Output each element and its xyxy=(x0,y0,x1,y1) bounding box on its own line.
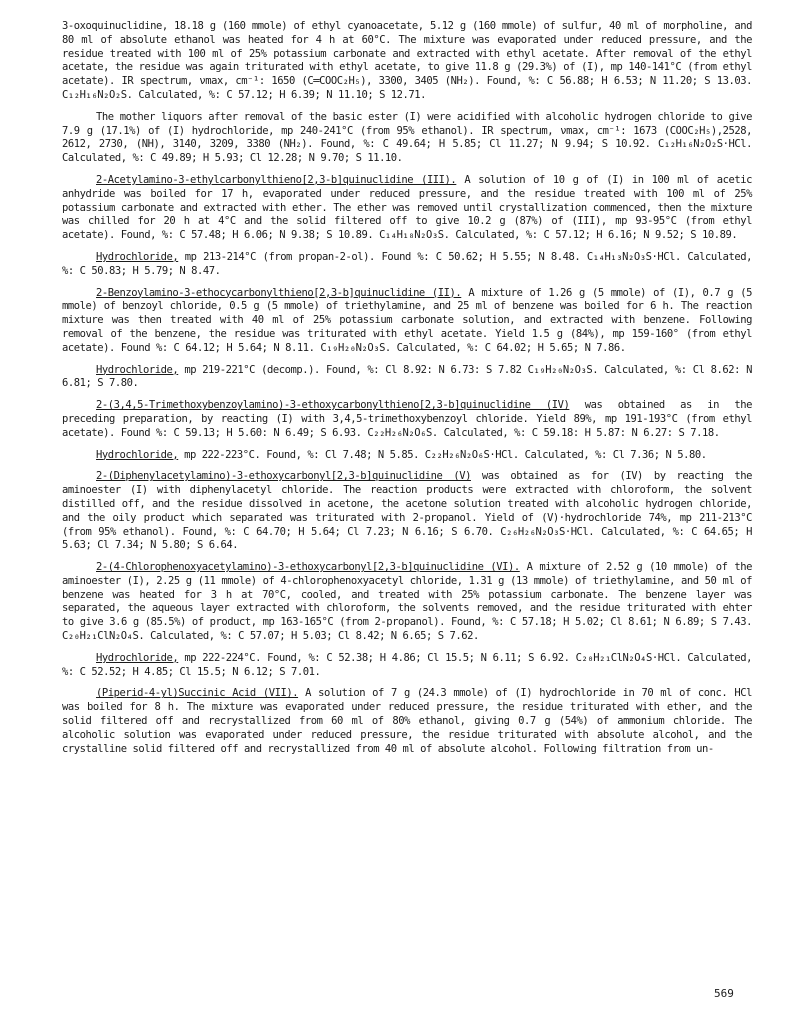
paragraph-2 xyxy=(62,111,752,166)
hydrochloride-heading: Hydrochloride, xyxy=(96,363,179,376)
paragraph-text: mp 213-214°C (from propan-2-ol). Found %: C 50.62; H 5.55; N 8.48. C₁₄H₁₃N₂O₃S·HCl. Calculated, %: C 50.83; H 5.79; N 8.47. xyxy=(62,250,752,277)
paragraph-text: A mixture of 1.26 g (5 mmole) of (I), 0.7 g (5 mmole) of benzoyl chloride, 0.5 g (5 mmole) of triethylamine, and 25 ml of benzene was boiled for 6 h. The reaction mixture was then treated with 40 ml of 25% potassium carbonate solution, and extracted with benzene. Following removal of the benzene, the residue was triturated with ethyl acetate. Yield 1.5 g (84%), mp 159-160° (from ethyl acetate). Found %: C 64.12; H 5.64; N 8.11. C₁₉H₂₀N₂O₃S. Calculated, %: C 64.02; H 5.65; N 7.86. xyxy=(62,286,752,354)
paragraph-text: was obtained as for (IV) by reacting the aminoester (I) with diphenylacetyl chloride. The reaction products were extracted with chloroform, the solvent distilled off, and the residue dissolved in acetone, the acetone solution treated with alcoholic hydrogen chloride, and the oily product which separated was triturated with 2-propanol. Yield of (V)·hydrochloride 74%, mp 211-213°C (from 95% ethanol). Found, %: C 64.70; H 5.64; Cl 7.23; N 6.16; S 6.70. C₂₆H₂₆N₂O₃S·HCl. Calculated, %: C 64.65; H 5.63; Cl 7.34; N 5.80; S 6.64. xyxy=(62,470,752,552)
hydrochloride-heading: Hydrochloride, xyxy=(96,250,179,263)
paragraph-text: A solution of 10 g of (I) in 100 ml of acetic anhydride was boiled for 17 h, evaporated under reduced pressure, and the residue treated with 100 ml of 25% potassium carbonate and extracted with ether. The ether was removed until crystallization commenced, then the mixture was chilled for 20 h at 4°C and the solid filtered off to give 10.2 g (87%) of (III), mp 93-95°C (from ethyl acetate). Found, %: C 57.48; H 6.06; N 9.38; S 10.89. C₁₄H₁₈N₂O₃S. Calculated, %: C 57.12; H 6.16; N 9.52; S 10.89. xyxy=(62,173,753,242)
compound-vi-heading: 2-(4-Chlorophenoxyacetylamino)-3-ethoxycarbonyl[2,3-b]quinuclidine (VI). xyxy=(96,561,520,574)
paragraph-text: was obtained as in the preceding preparation, by reacting (I) with 3,4,5-trimethoxybenzoyl chloride. Yield 89%, mp 191-193°C (from ethyl acetate). Found %: C 59.13; H 5.60: N 6.49; S 6.93. C₂₂H₂₆N₂O₆S. Calculated, %: C 59.18: H 5.87: N 6.27: S 7.18. xyxy=(62,399,752,439)
page-number: 569 xyxy=(714,987,734,1000)
paragraph-text: The mother liquors after removal of the basic ester (I) were acidified with alcoholic hydrogen chloride to give 7.9 g (17.1%) of (I) hydrochloride, mp 240-241°C (from 95% ethanol). IR spectrum, νmax, cm⁻¹: 1673 (COOC₂H₅),2528, 2612, 2730, (NH), 3140, 3209, 3380 (NH₂). Found, %: C 49.64; H 5.85; Cl 11.27; N 9.94; S 10.92. C₁₂H₁₆N₂O₂S·HCl. Calculated, %: C 49.89; H 5.93; Cl 12.28; N 9.70; S 11.10. xyxy=(62,110,752,165)
paragraph-10 xyxy=(62,561,752,644)
paragraph-text: mp 219-221°C (decomp.). Found, %: Cl 8.92: N 6.73: S 7.82 C₁₉H₂₀N₂O₃S. Calculated, %: Cl 8.62: N 6.81; S 7.80. xyxy=(62,363,752,390)
paragraph-text: 3-oxoquinuclidine, 18.18 g (160 mmole) of ethyl cyanoacetate, 5.12 g (160 mmole) of sulfur, 40 ml of morpholine, and 80 ml of absolute ethanol was heated for 4 h at 60°C. The mixture was evaporated under reduced pressure, and the residue treated with 100 ml of 25% potassium carbonate and extracted with ethyl acetate. After removal of the ethyl acetate, the residue was again triturated with ethyl acetate, to give 11.8 g (29.3%) of (I), mp 140-141°C (from ethyl acetate). IR spectrum, νmax, cm⁻¹: 1650 (C═COOC₂H₅), 3300, 3405 (NH₂). Found, %: C 56.88; H 6.53; N 11.20; S 13.03. C₁₂H₁₆N₂O₂S. Calculated, %: C 57.12; H 6.39; N 11.10; S 12.71. xyxy=(62,20,752,101)
paragraph-text: mp 222-224°C. Found, %: C 52.38; H 4.86; Cl 15.5; N 6.11; S 6.92. C₂₀H₂₁ClN₂O₄S·HCl. Calculated, %: C 52.52; H 4.85; Cl 15.5; N 6.12; S 7.01. xyxy=(62,651,752,678)
paragraph-4 xyxy=(62,251,752,279)
compound-ii-heading: 2-Benzoylamino-3-ethocycarbonylthieno[2,3-b]quinuclidine (II). xyxy=(96,286,462,299)
compound-iv-heading: 2-(3,4,5-Trimethoxybenzoylamino)-3-ethoxycarbonylthieno[2,3-b]quinuclidine (IV) xyxy=(96,399,570,412)
hydrochloride-heading: Hydrochloride, xyxy=(96,651,179,664)
article-body xyxy=(62,20,752,764)
paragraph-1 xyxy=(62,20,752,103)
compound-iii-heading: 2-Acetylamino-3-ethylcarbonylthieno[2,3-b]quinuclidine (III). xyxy=(96,173,457,186)
compound-v-heading: 2-(Diphenylacetylamino)-3-ethoxycarbonyl[2,3-b]quinuclidine (V) xyxy=(96,470,471,483)
paragraph-12 xyxy=(62,687,752,756)
paragraph-text: mp 222-223°C. Found, %: Cl 7.48; N 5.85. C₂₂H₂₆N₂O₆S·HCl. Calculated, %: Cl 7.36; N 5.80. xyxy=(178,448,707,461)
paragraph-11 xyxy=(62,652,752,680)
compound-vii-heading: (Piperid-4-yl)Succinic Acid (VII). xyxy=(96,687,299,700)
paragraph-text: A mixture of 2.52 g (10 mmole) of the aminoester (I), 2.25 g (11 mmole) of 4-chlorophenoxyacetyl chloride, 1.31 g (13 mmole) of triethylamine, and 50 ml of benzene was heated for 3 h at 70°C, cooled, and treated with 25% potassium carbonate. The benzene layer was separated, the aqueous layer extracted with chloroform, the solvents removed, and the residue triturated with ehter to give 3.6 g (85.5%) of product, mp 163-165°C (from 2-propanol). Found, %: C 57.18; H 5.02; Cl 8.61; N 6.89; S 7.43. C₂₀H₂₁ClN₂O₄S. Calculated, %: C 57.07; H 5.03; Cl 8.42; N 6.65; S 7.62. xyxy=(62,561,752,643)
paragraph-6 xyxy=(62,364,752,392)
paragraph-7 xyxy=(62,399,752,440)
hydrochloride-heading: Hydrochloride, xyxy=(96,448,179,461)
paragraph-3 xyxy=(62,174,752,243)
paragraph-5 xyxy=(62,287,752,356)
paragraph-8 xyxy=(62,449,752,463)
paragraph-text: A solution of 7 g (24.3 mmole) of (I) hydrochloride in 70 ml of conc. HCl was boiled for 8 h. The mixture was evaporated under reduced pressure, the residue triturated with ether, and the solid filtered off and recrystallized from 60 ml of 80% ethanol, giving 0.7 g (54%) of ammonium chloride. The alcoholic solution was evaporated under reduced pressure, the residue triturated with absolute alcohol, and the crystalline solid filtered off and recrystallized from 40 ml of absolute alcohol. Following filtration from un- xyxy=(62,687,752,755)
paragraph-9 xyxy=(62,470,752,553)
